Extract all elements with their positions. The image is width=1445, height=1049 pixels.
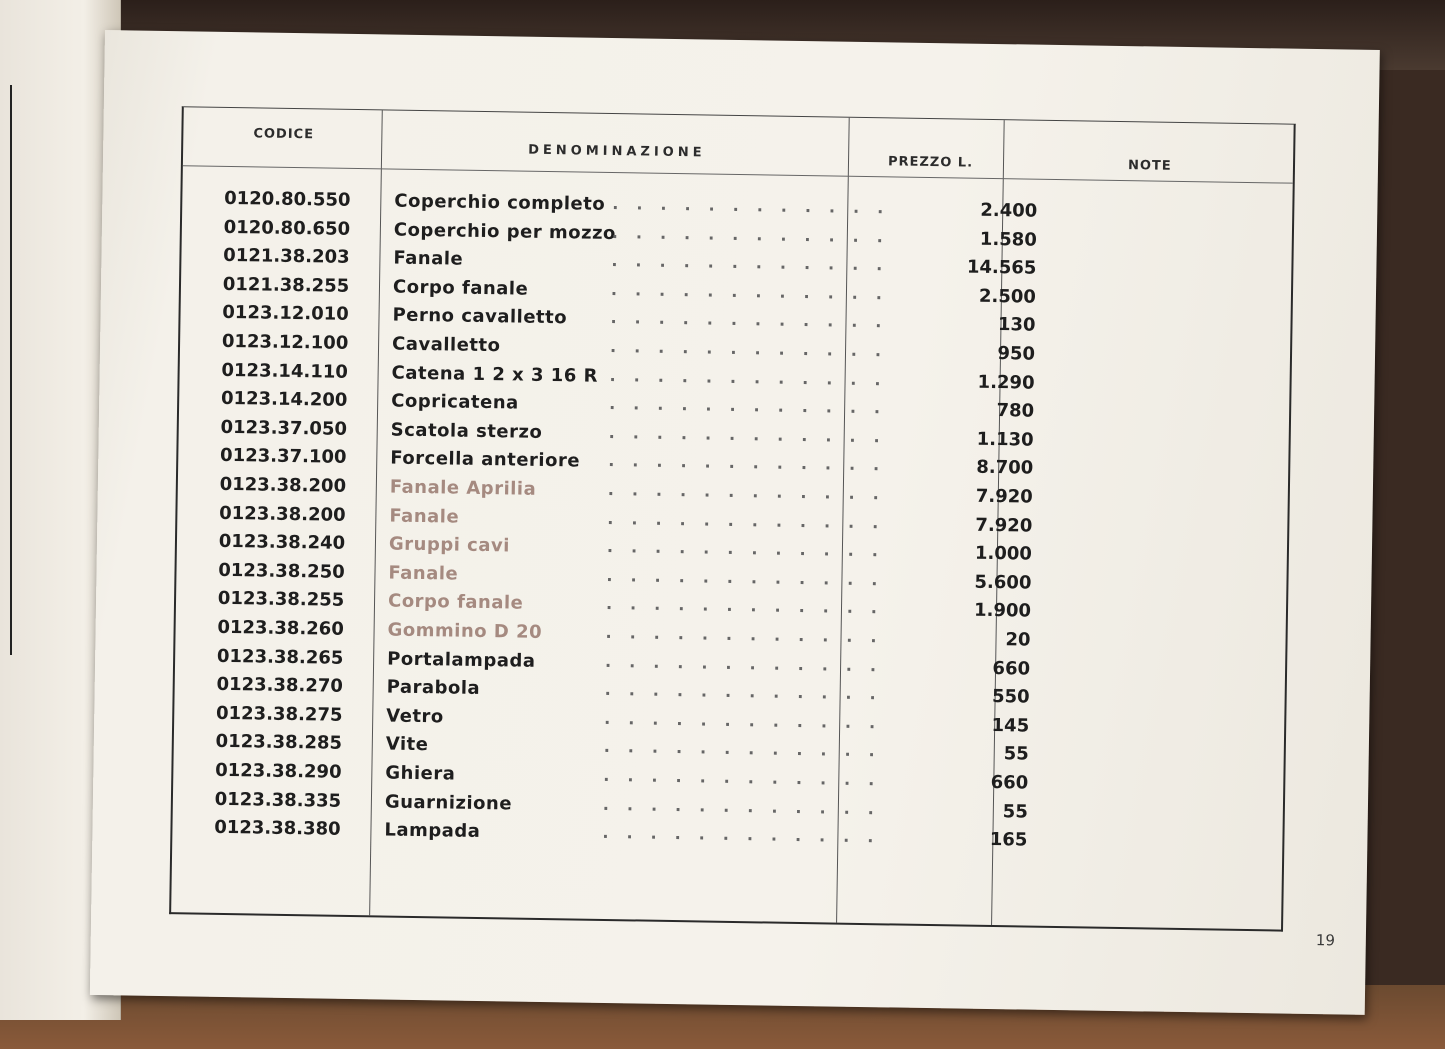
part-code: 0123.12.100	[221, 330, 349, 354]
part-name: Fanale	[393, 247, 464, 270]
part-code: 0121.38.255	[222, 273, 350, 297]
leader-dots: ............	[608, 422, 898, 447]
part-name: Fanale	[388, 562, 459, 585]
part-price: 660	[990, 772, 1029, 794]
part-price: 550	[991, 686, 1030, 708]
leader-dots: ............	[606, 537, 896, 561]
header-price: PREZZO L.	[887, 154, 974, 171]
part-code: 0123.38.290	[215, 759, 342, 783]
part-price: 660	[992, 657, 1031, 680]
part-name: Guarnizione	[384, 791, 513, 815]
part-name: Coperchio per mozzo	[393, 219, 617, 244]
part-price: 1.290	[977, 371, 1035, 394]
part-price: 780	[996, 400, 1035, 422]
table-body	[183, 187, 1293, 851]
part-code: 0123.37.050	[220, 416, 348, 440]
leader-dots: ............	[602, 823, 892, 847]
leader-dots: ............	[608, 451, 898, 475]
part-name: Gommino D 20	[387, 619, 543, 643]
part-price: 1.000	[974, 542, 1033, 565]
part-code: 0123.38.380	[214, 817, 341, 840]
part-price: 20	[1005, 629, 1031, 651]
part-price: 2.400	[980, 199, 1038, 222]
part-name: Perno cavalletto	[392, 304, 568, 329]
part-name: Fanale	[389, 505, 460, 528]
leader-dots: ............	[605, 651, 895, 676]
part-name: Fanale Aprilia	[389, 476, 537, 500]
leader-dots: ............	[606, 565, 896, 590]
parts-table	[169, 106, 1296, 931]
part-name: Vetro	[386, 705, 444, 728]
part-price: 7.920	[975, 514, 1033, 537]
part-name: Vite	[385, 733, 429, 756]
leader-dots: ............	[612, 193, 902, 218]
leader-dots: ............	[609, 365, 899, 390]
leader-dots: ............	[607, 479, 897, 504]
part-code: 0123.38.200	[219, 473, 347, 497]
leader-dots: ............	[604, 680, 894, 704]
part-name: Scatola sterzo	[390, 419, 543, 443]
part-price: 1.580	[979, 228, 1037, 251]
part-code: 0123.38.335	[214, 788, 342, 812]
part-price: 1.900	[973, 600, 1032, 623]
part-price: 5.600	[974, 571, 1032, 594]
part-code: 0123.12.010	[222, 302, 349, 326]
part-name: Ghiera	[385, 762, 456, 785]
part-code: 0123.14.200	[220, 388, 348, 412]
leader-dots: ............	[605, 622, 895, 647]
part-name: Copricatena	[391, 390, 519, 414]
part-price: 145	[991, 714, 1030, 737]
leader-dots: ............	[610, 279, 901, 304]
leader-dots: ............	[609, 336, 900, 361]
part-price: 2.500	[978, 285, 1037, 308]
part-price: 55	[1003, 743, 1029, 765]
part-price: 165	[989, 829, 1028, 851]
part-price: 14.565	[966, 256, 1037, 279]
part-price: 950	[997, 343, 1036, 365]
part-name: Corpo fanale	[387, 590, 524, 615]
part-code: 0123.38.275	[215, 702, 343, 726]
leader-dots: ............	[607, 508, 897, 533]
part-code: 0120.80.550	[224, 187, 351, 211]
leader-dots: ............	[610, 308, 900, 332]
part-name: Corpo fanale	[392, 276, 529, 300]
part-code: 0123.38.265	[216, 645, 344, 669]
header-code: CODICE	[253, 126, 315, 143]
page-number: 19	[1315, 931, 1336, 950]
part-code: 0120.80.650	[223, 216, 351, 240]
leader-dots: ............	[611, 251, 901, 275]
part-code: 0123.38.255	[217, 588, 345, 612]
left-page-table-edge	[10, 85, 12, 655]
part-code: 0123.38.285	[215, 731, 343, 755]
part-price: 55	[1002, 800, 1029, 823]
leader-dots: ............	[605, 594, 896, 618]
leader-dots: ............	[602, 794, 892, 819]
part-name: Lampada	[384, 819, 481, 843]
header-notes: NOTE	[1127, 158, 1172, 174]
leader-dots: ............	[604, 708, 894, 733]
part-code: 0123.38.260	[217, 616, 344, 640]
leader-dots: ............	[611, 222, 901, 247]
part-code: 0123.38.240	[218, 531, 346, 555]
leader-dots: ............	[609, 394, 899, 418]
header-name: DENOMINAZIONE	[528, 142, 706, 161]
part-name: Gruppi cavi	[388, 533, 511, 557]
leader-dots: ............	[603, 765, 893, 790]
part-code: 0123.14.110	[221, 359, 349, 383]
right-page	[90, 30, 1380, 1015]
part-name: Cavalletto	[391, 333, 501, 357]
part-price: 1.130	[976, 428, 1034, 451]
part-price: 7.920	[975, 485, 1033, 508]
part-price: 130	[997, 314, 1036, 337]
leader-dots: ............	[603, 737, 893, 761]
header-divider	[183, 165, 1293, 183]
part-name: Forcella anteriore	[390, 447, 581, 472]
part-code: 0123.38.270	[216, 674, 344, 698]
part-code: 0123.38.250	[218, 559, 345, 583]
part-code: 0123.37.100	[219, 445, 347, 469]
part-name: Coperchio completo	[394, 190, 606, 215]
part-code: 0121.38.203	[223, 245, 350, 269]
part-name: Parabola	[386, 676, 481, 700]
part-price: 8.700	[976, 457, 1034, 480]
part-name: Portalampada	[386, 648, 536, 672]
part-name: Catena 1 2 x 3 16 R	[391, 362, 599, 387]
part-code: 0123.38.200	[219, 502, 346, 526]
